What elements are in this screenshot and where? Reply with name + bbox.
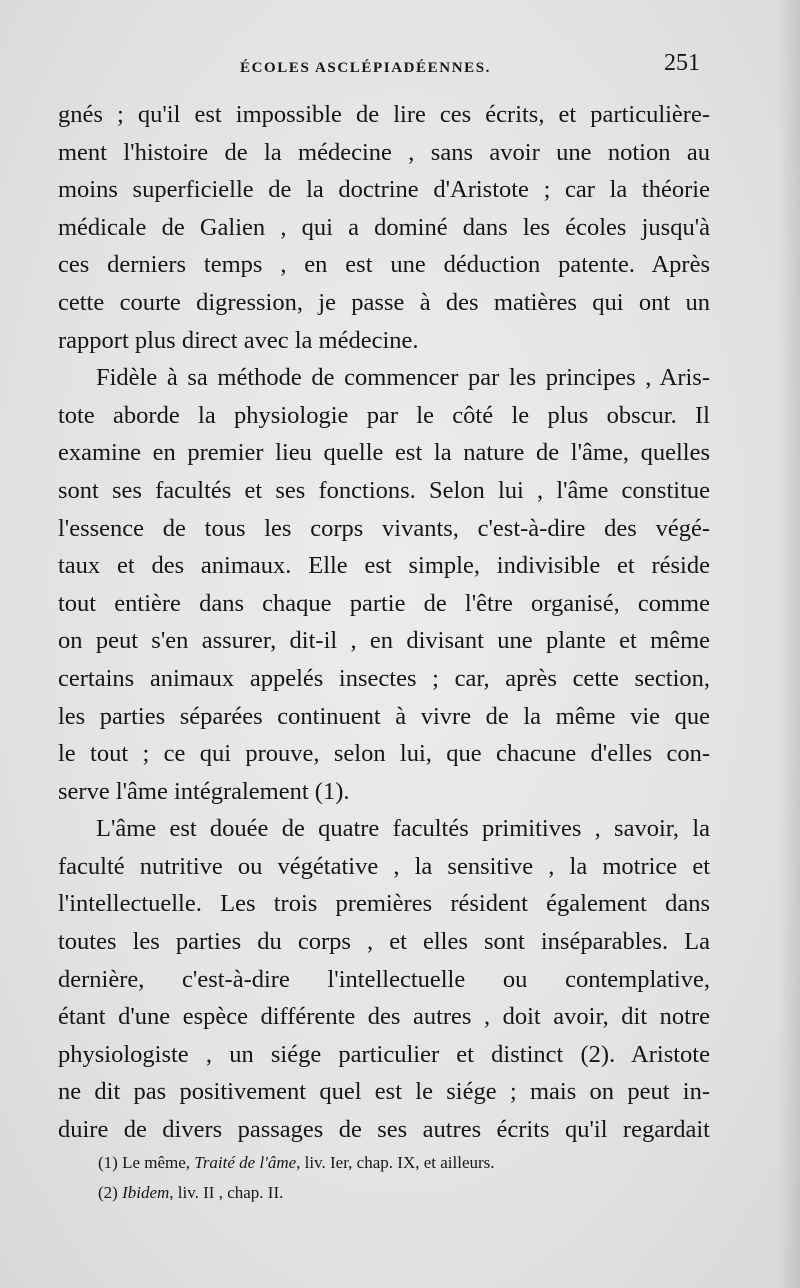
text-line: toutes les parties du corps , et elles sont inséparables. La [58,928,710,956]
text-line: l'essence de tous les corps vivants, c'est-à-dire des végé- [58,514,710,542]
footnote-2 [98,1178,698,1208]
text-line: médicale de Galien , qui a dominé dans les écoles jusqu'à [58,213,710,241]
text-line: l'intellectuelle. Les trois premières résident également dans [58,890,710,918]
footnote-marker: (1) [98,1153,118,1172]
paragraph-end-line: serve l'âme intégralement (1). [58,777,350,805]
text-line: examine en premier lieu quelle est la nature de l'âme, quelles [58,439,710,467]
text-line: ment l'histoire de la médecine , sans avoir une notion au [58,138,710,166]
page-edge-shadow [778,0,800,1288]
page-header [56,52,706,86]
text-line: cette courte digression, je passe à des matières qui ont un [58,288,710,316]
text-line: tout entière dans chaque partie de l'être organisé, comme [58,589,710,617]
text-line: gnés ; qu'il est impossible de lire ces écrits, et particulière- [58,101,710,128]
text-line: ces derniers temps , en est une déduction patente. Après [58,251,710,279]
text-line: les parties séparées continuent à vivre de la même vie que [58,702,710,730]
paragraph-start-line: L'âme est douée de quatre facultés primitives , savoir, la [96,815,710,843]
text-line: certains animaux appelés insectes ; car, après cette section, [58,664,710,692]
text-line: faculté nutritive ou végétative , la sensitive , la motrice et [58,852,710,880]
text-line: duire de divers passages de ses autres écrits qu'il regardait [58,1116,710,1144]
footnote-title: Traité de l'âme [194,1153,297,1172]
text-line: taux et des animaux. Elle est simple, indivisible et réside [58,552,710,580]
text-line: ne dit pas positivement quel est le siége ; mais on peut in- [58,1078,710,1106]
running-head: ÉCOLES ASCLÉPIADÉENNES. [240,60,492,76]
paragraph-end-line: rapport plus direct avec la médecine. [58,326,419,354]
footnote-marker: (2) [98,1183,118,1202]
footnote-lead: Ibidem [122,1183,170,1202]
text-line: sont ses facultés et ses fonctions. Selon lui , l'âme constitue [58,476,710,504]
footnote-lead: Le même, [122,1153,191,1172]
footnotes [98,1148,698,1208]
text-line: tote aborde la physiologie par le côté le plus obscur. Il [58,401,710,429]
footnote-1 [98,1148,698,1178]
text-line: on peut s'en assurer, dit-il , en divisant une plante et même [58,627,710,655]
text-line: moins superficielle de la doctrine d'Aristote ; car la théorie [58,176,710,204]
footnote-reference: , liv. Ier, chap. IX, et ailleurs. [296,1153,495,1172]
paragraph-start-line: Fidèle à sa méthode de commencer par les principes , Aris- [96,364,710,392]
page-number: 251 [664,50,700,76]
body-text [58,96,710,1149]
text-line: physiologiste , un siége particulier et distinct (2). Aristote [58,1040,710,1068]
footnote-reference: , liv. II , chap. II. [169,1183,284,1202]
text-line: étant d'une espèce différente des autres , doit avoir, dit notre [58,1003,710,1031]
text-line: dernière, c'est-à-dire l'intellectuelle ou contemplative, [58,965,710,993]
text-line: le tout ; ce qui prouve, selon lui, que chacune d'elles con- [58,740,710,768]
